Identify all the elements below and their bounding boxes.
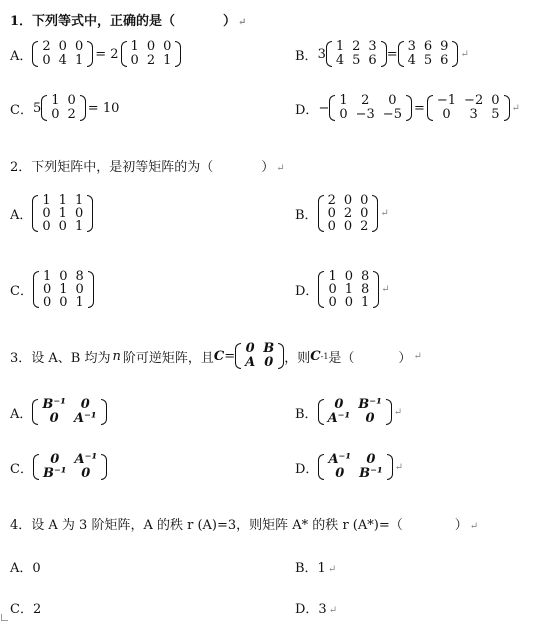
matrix-cell: 0 xyxy=(42,53,51,68)
q1-stem-text: 1．下列等式中，正确的是（ xyxy=(10,14,176,29)
matrix xyxy=(235,342,284,370)
q1-option-b[interactable] xyxy=(295,40,469,68)
matrix-cell: 0 xyxy=(339,107,348,122)
matrix-cell: 0 xyxy=(328,282,337,297)
return-mark: ↵ xyxy=(380,208,389,219)
q2-stem-end: ） xyxy=(261,160,275,175)
matrix-row xyxy=(47,108,80,122)
q4-stem-text: 4．设 A 为 3 阶矩阵，A 的秩 r (A)=3，则矩阵 A* 的秩 r (A*)=（ xyxy=(10,518,403,533)
q3-stem-end: ） xyxy=(398,350,412,366)
matrix-row xyxy=(324,412,386,426)
q4-option-a[interactable] xyxy=(10,557,41,576)
matrix-cell: 4 xyxy=(58,53,67,68)
q2-option-c[interactable] xyxy=(10,270,94,309)
matrix-cell: A xyxy=(245,355,256,370)
return-mark: ↵ xyxy=(328,605,338,616)
matrix-cell: 3 xyxy=(469,107,478,122)
matrix-cell: 0 xyxy=(81,466,91,481)
matrix-cell: 0 xyxy=(59,269,68,284)
coefficient: 5 xyxy=(32,100,42,116)
q2-option-d[interactable] xyxy=(295,270,390,309)
matrix-cell: 1 xyxy=(163,53,172,68)
matrix-cell: 1 xyxy=(59,282,68,297)
matrix-cell: B⁻¹ xyxy=(359,466,383,481)
matrix xyxy=(326,40,387,68)
matrix-cell: 1 xyxy=(74,219,84,234)
matrix-cell: 1 xyxy=(58,193,67,208)
option-text: C．2 xyxy=(10,602,42,617)
matrix-row xyxy=(241,342,278,356)
matrix-cell: 0 xyxy=(51,107,60,122)
option-text: B．1 xyxy=(295,561,326,576)
page-corner-mark xyxy=(1,614,8,621)
matrix-row xyxy=(39,296,88,309)
option-label: A． xyxy=(10,208,33,223)
matrix-cell: B⁻¹ xyxy=(42,466,67,481)
matrix-cell: 0 xyxy=(163,39,172,54)
matrix-cell: 2 xyxy=(146,53,156,68)
superscript: -1 xyxy=(320,351,329,361)
matrix-cell: A⁻¹ xyxy=(328,452,352,467)
q2-stem-text: 2．下列矩阵中，是初等矩阵的为（ xyxy=(10,160,214,175)
q1-option-c[interactable] xyxy=(10,94,121,122)
option-label: D． xyxy=(295,284,319,299)
return-mark: ↵ xyxy=(413,350,422,362)
matrix-cell: 0 xyxy=(42,295,52,310)
coefficient: 3 xyxy=(317,46,326,62)
matrix-cell: 5 xyxy=(423,53,433,68)
return-mark: ↵ xyxy=(381,284,390,295)
matrix-cell: 0 xyxy=(74,206,84,221)
matrix-row xyxy=(324,296,373,309)
matrix-cell: 0 xyxy=(58,39,67,54)
matrix-cell: 0 xyxy=(442,107,451,122)
matrix-cell: 1 xyxy=(328,269,337,284)
q4-option-c[interactable] xyxy=(10,598,41,617)
matrix-cell: 3 xyxy=(368,39,377,54)
matrix-row xyxy=(38,54,87,68)
matrix-cell: 0 xyxy=(335,466,345,481)
q3-stem-text: 阶可逆矩阵，且 xyxy=(122,350,214,366)
matrix-cell: 0 xyxy=(491,93,500,108)
q1-option-d[interactable] xyxy=(295,94,520,122)
matrix-cell: 8 xyxy=(75,269,84,284)
q2-option-a[interactable] xyxy=(10,194,93,233)
return-mark: ↵ xyxy=(460,48,469,60)
matrix-cell: 0 xyxy=(49,411,59,426)
matrix-cell: 0 xyxy=(75,282,84,297)
q3-stem-text: ，则 xyxy=(284,350,311,366)
matrix-cell: 0 xyxy=(80,397,90,412)
matrix xyxy=(121,40,182,68)
matrix-row xyxy=(39,453,101,467)
matrix-cell: 1 xyxy=(335,39,345,54)
matrix xyxy=(318,270,379,309)
matrix-cell: 1 xyxy=(344,282,353,297)
matrix-cell: 5 xyxy=(491,107,500,122)
matrix-cell: 6 xyxy=(368,53,377,68)
matrix-cell: 4 xyxy=(335,53,345,68)
matrix xyxy=(33,270,94,309)
var-c: C xyxy=(213,348,225,364)
equals-sign: = xyxy=(413,100,425,116)
matrix-row xyxy=(324,220,373,233)
matrix-cell: 0 xyxy=(42,282,52,297)
equals-sign: = xyxy=(224,348,236,364)
matrix-cell: 1 xyxy=(74,193,84,208)
matrix-row xyxy=(38,40,87,54)
matrix-row xyxy=(433,94,504,108)
matrix-row xyxy=(38,412,100,426)
q3-option-c[interactable] xyxy=(10,453,107,481)
matrix-cell: 0 xyxy=(328,295,337,310)
matrix-row xyxy=(332,40,381,54)
matrix-cell: 0 xyxy=(366,452,376,467)
var-c: C xyxy=(310,348,321,364)
matrix-cell: A⁻¹ xyxy=(74,452,98,467)
matrix-cell: 0 xyxy=(344,295,353,310)
return-mark: ↵ xyxy=(469,521,479,532)
return-mark: ↵ xyxy=(327,564,337,575)
option-label: C． xyxy=(10,102,33,118)
matrix xyxy=(318,194,379,233)
return-mark: ↵ xyxy=(276,163,285,174)
matrix-cell: 1 xyxy=(361,295,370,310)
return-mark: ↵ xyxy=(393,406,403,418)
matrix xyxy=(32,40,93,68)
matrix-cell: 0 xyxy=(59,295,68,310)
matrix-cell: −3 xyxy=(355,107,375,122)
matrix-cell: 0 xyxy=(50,452,60,467)
q1-stem xyxy=(10,10,246,29)
matrix-cell: 1 xyxy=(339,93,348,108)
matrix-cell: 0 xyxy=(42,219,51,234)
matrix-cell: 0 xyxy=(365,411,375,426)
q4-stem-end: ） xyxy=(454,518,468,533)
return-mark: ↵ xyxy=(394,461,404,473)
matrix-row xyxy=(335,94,406,108)
q1-option-a[interactable] xyxy=(10,40,181,68)
matrix xyxy=(398,40,459,68)
matrix xyxy=(32,194,93,233)
matrix-cell: 0 xyxy=(245,341,255,356)
q4-option-d[interactable] xyxy=(295,598,337,617)
option-label: C． xyxy=(10,284,33,299)
option-text: D．3 xyxy=(295,602,327,617)
matrix-cell: −1 xyxy=(436,93,457,108)
matrix-cell: 1 xyxy=(51,93,60,108)
matrix-cell: 0 xyxy=(67,93,76,108)
option-text: A．0 xyxy=(10,561,41,576)
matrix-cell: 2 xyxy=(42,39,51,54)
matrix-row xyxy=(127,40,176,54)
matrix xyxy=(41,94,86,122)
option-label: A． xyxy=(10,48,33,64)
q3-stem-text: 3．设 A、B 均为 xyxy=(10,350,111,366)
matrix xyxy=(32,398,106,426)
matrix-cell: −2 xyxy=(464,93,484,108)
matrix-cell: 4 xyxy=(407,53,416,68)
matrix-cell: 5 xyxy=(352,53,361,68)
q3-stem-text: 是（ xyxy=(328,350,355,366)
matrix-row xyxy=(332,54,381,68)
matrix-cell: 8 xyxy=(361,282,370,297)
return-mark: ↵ xyxy=(511,102,520,114)
matrix-cell: 0 xyxy=(388,93,397,108)
option-label: B． xyxy=(295,208,318,223)
option-label: C． xyxy=(10,461,33,477)
option-label: B． xyxy=(295,406,318,422)
matrix-cell: 9 xyxy=(440,39,449,54)
matrix-cell: A⁻¹ xyxy=(327,411,351,426)
matrix-cell: 1 xyxy=(74,53,84,68)
option-label: D． xyxy=(295,461,319,477)
matrix-row xyxy=(47,94,80,108)
matrix-cell: 2 xyxy=(343,206,353,221)
matrix-cell: 2 xyxy=(352,39,361,54)
equals-sign: = xyxy=(386,46,398,62)
matrix-cell: 0 xyxy=(360,193,369,208)
matrix-cell: 3 xyxy=(407,39,416,54)
matrix-cell: 2 xyxy=(327,193,336,208)
matrix-row xyxy=(335,108,406,122)
return-mark: ↵ xyxy=(238,17,247,28)
option-label: D． xyxy=(295,102,319,118)
matrix-cell: 0 xyxy=(74,39,84,54)
matrix-cell: 0 xyxy=(343,193,353,208)
matrix-row xyxy=(404,54,453,68)
matrix-cell: 0 xyxy=(343,219,353,234)
matrix-row xyxy=(324,398,386,412)
matrix-cell: 1 xyxy=(75,295,84,310)
matrix-row xyxy=(324,467,386,481)
matrix-cell: 8 xyxy=(361,269,370,284)
matrix xyxy=(318,453,392,481)
matrix-row xyxy=(38,220,87,233)
matrix-row xyxy=(241,356,278,370)
matrix-cell: 0 xyxy=(327,206,336,221)
matrix-cell: 0 xyxy=(334,397,344,412)
matrix-cell: 1 xyxy=(130,39,139,54)
matrix-cell: 1 xyxy=(42,269,52,284)
matrix-cell: 6 xyxy=(423,39,433,54)
matrix-cell: B⁻¹ xyxy=(358,397,382,412)
equals-sign: = 2 xyxy=(95,46,119,62)
q3-option-a[interactable] xyxy=(10,398,107,426)
matrix-cell: 2 xyxy=(360,219,369,234)
matrix-cell: 1 xyxy=(42,193,51,208)
matrix-row xyxy=(38,398,100,412)
matrix-cell: B xyxy=(263,341,275,356)
option-label: A． xyxy=(10,406,33,422)
q2-stem xyxy=(10,156,285,175)
matrix-cell: 0 xyxy=(360,206,369,221)
matrix-cell: 6 xyxy=(440,53,449,68)
matrix xyxy=(427,94,510,122)
matrix-cell: 0 xyxy=(344,269,353,284)
var-n: n xyxy=(112,348,121,364)
q1-stem-end: ） xyxy=(223,14,237,29)
matrix-row xyxy=(324,453,386,467)
coefficient: − xyxy=(318,100,330,116)
equals-sign: = 10 xyxy=(87,100,120,116)
matrix-cell: B⁻¹ xyxy=(42,397,66,412)
matrix-cell: 2 xyxy=(67,107,76,122)
matrix-cell: 0 xyxy=(42,206,51,221)
matrix-cell: 0 xyxy=(130,53,139,68)
matrix xyxy=(329,94,412,122)
matrix-cell: 0 xyxy=(327,219,336,234)
matrix xyxy=(33,453,107,481)
option-label: B． xyxy=(295,48,318,64)
matrix-cell: A⁻¹ xyxy=(73,411,97,426)
q3-option-d[interactable] xyxy=(295,453,403,481)
matrix-cell: 1 xyxy=(58,206,67,221)
matrix-row xyxy=(433,108,504,122)
matrix-row xyxy=(127,54,176,68)
matrix-cell: 0 xyxy=(264,355,274,370)
q4-option-b[interactable] xyxy=(295,557,336,576)
matrix-cell: −5 xyxy=(382,107,402,122)
matrix-cell: 0 xyxy=(58,219,67,234)
q3-stem xyxy=(10,342,422,370)
matrix-row xyxy=(404,40,453,54)
matrix-row xyxy=(39,467,101,481)
q2-option-b[interactable] xyxy=(295,194,389,233)
matrix-cell: 0 xyxy=(146,39,156,54)
matrix xyxy=(318,398,392,426)
q3-option-b[interactable] xyxy=(295,398,402,426)
q4-stem xyxy=(10,514,478,533)
matrix-cell: 2 xyxy=(361,93,370,108)
